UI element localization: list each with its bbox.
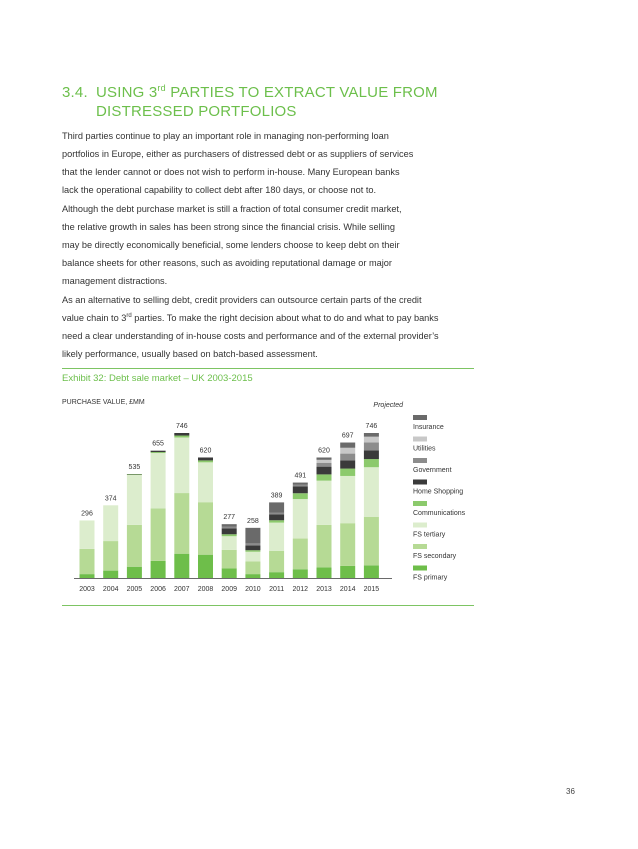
- bar-segment-communications-2014: [340, 469, 355, 476]
- x-tick-2011: 2011: [269, 586, 285, 593]
- total-label-2005: 535: [128, 464, 141, 472]
- bar-segment-utilities-2013: [317, 460, 332, 463]
- bar-segment-home-shopping-2010: [245, 545, 260, 550]
- bar-segment-insurance-2011: [269, 502, 284, 512]
- total-label-2012: 491: [294, 472, 307, 480]
- bar-segment-fs-primary-2012: [293, 569, 308, 578]
- legend-swatch-communications: [413, 501, 427, 506]
- y-axis-label: PURCHASE VALUE, £MM: [62, 399, 145, 406]
- paragraph-2: Although the debt purchase market is still a fraction of total consumer credit market, the relative growth in sales has been strong since the financial crisis. While selling may be directly economically beneficial, some lenders choose to keep debt on their balance sheets for other reasons, such as avoiding reputational damage or major management distractions.: [62, 204, 402, 286]
- legend-label-fs-secondary: FS secondary: [413, 553, 457, 560]
- bar-segment-fs-primary-2005: [127, 567, 142, 578]
- bar-group: [80, 433, 379, 578]
- bar-segment-communications-2012: [293, 493, 308, 499]
- x-tick-labels: [79, 586, 379, 593]
- bar-segment-communications-2013: [317, 474, 332, 480]
- bar-segment-home-shopping-2014: [340, 460, 355, 468]
- projected-annotation: Projected: [373, 402, 403, 409]
- total-label-2015: 746: [365, 423, 378, 430]
- bar-segment-fs-tertiary-2007: [174, 437, 189, 493]
- bar-segment-utilities-2015: [364, 437, 379, 443]
- bar-segment-fs-primary-2011: [269, 572, 284, 578]
- bar-segment-fs-secondary-2014: [340, 523, 355, 566]
- bar-segment-fs-primary-2003: [80, 574, 95, 578]
- exhibit-top-rule: [62, 368, 474, 369]
- x-tick-2009: 2009: [221, 586, 237, 593]
- legend-swatch-fs-primary: [413, 566, 427, 571]
- total-label-2011: 389: [270, 492, 283, 500]
- bar-segment-communications-2008: [198, 460, 213, 462]
- legend-label-utilities: Utilities: [413, 445, 436, 453]
- bar-segment-fs-primary-2014: [340, 566, 355, 578]
- bar-segment-fs-secondary-2013: [317, 525, 332, 567]
- bar-segment-fs-tertiary-2010: [245, 552, 260, 562]
- x-tick-2006: 2006: [150, 586, 166, 593]
- bar-segment-fs-primary-2006: [151, 561, 166, 578]
- legend-swatch-government: [413, 458, 427, 463]
- bar-segment-fs-tertiary-2003: [80, 520, 95, 548]
- bar-segment-home-shopping-2009: [222, 528, 237, 534]
- paragraph-3-line-2: value chain to 3rd parties. To make the right decision about what to do and what to pay banks: [62, 313, 439, 323]
- bar-segment-insurance-2015: [364, 433, 379, 437]
- bar-segment-communications-2010: [245, 550, 260, 552]
- bar-segment-fs-primary-2004: [103, 571, 118, 578]
- bar-segment-home-shopping-2012: [293, 486, 308, 493]
- bar-segment-fs-secondary-2008: [198, 502, 213, 554]
- bar-segment-government-2015: [364, 443, 379, 451]
- bar-segment-fs-tertiary-2005: [127, 475, 142, 525]
- bar-segment-fs-secondary-2010: [245, 561, 260, 574]
- x-tick-2013: 2013: [316, 586, 332, 593]
- total-label-2009: 277: [223, 514, 236, 522]
- x-tick-2005: 2005: [126, 586, 143, 593]
- bar-segment-fs-tertiary-2006: [151, 453, 166, 508]
- bar-segment-communications-2009: [222, 534, 237, 536]
- bar-segment-insurance-2014: [340, 443, 355, 448]
- x-tick-2015: 2015: [363, 586, 380, 593]
- total-label-2013: 620: [318, 447, 330, 455]
- bar-segment-communications-2006: [151, 452, 166, 453]
- bar-segment-government-2010: [245, 543, 260, 545]
- bar-segment-government-2012: [293, 485, 308, 487]
- section-number: 3.4.: [62, 84, 88, 101]
- bar-segment-fs-primary-2008: [198, 555, 213, 578]
- bar-segment-home-shopping-2013: [317, 467, 332, 475]
- bar-segment-fs-secondary-2012: [293, 539, 308, 570]
- legend-swatch-fs-tertiary: [413, 523, 427, 528]
- bar-segment-fs-secondary-2015: [364, 517, 379, 566]
- bar-segment-fs-tertiary-2015: [364, 467, 379, 517]
- bar-segment-government-2014: [340, 454, 355, 461]
- page-number: 36: [566, 787, 575, 796]
- bar-segment-fs-secondary-2005: [127, 525, 142, 567]
- bar-segment-insurance-2010: [245, 528, 260, 544]
- bar-segment-fs-primary-2010: [245, 574, 260, 578]
- bar-segment-fs-tertiary-2012: [293, 499, 308, 538]
- bar-segment-communications-2015: [364, 459, 379, 467]
- bar-segment-home-shopping-2008: [198, 457, 213, 460]
- x-tick-2010: 2010: [245, 586, 261, 593]
- bar-segment-communications-2005: [127, 474, 142, 475]
- paragraph-3: As an alternative to selling debt, credit providers can outsource certain parts of the credit value chain to 3rd parties. To make the right decision about what to do and what to pay banks need a clear understanding of in-house costs and performance and of the external provider’s likely performance, usually based on batch-based assessment.: [62, 291, 482, 363]
- total-label-2006: 655: [152, 440, 164, 448]
- bar-segment-fs-secondary-2009: [222, 550, 237, 568]
- bar-segment-home-shopping-2007: [174, 433, 189, 436]
- bar-segment-fs-tertiary-2011: [269, 523, 284, 551]
- bar-segment-fs-secondary-2011: [269, 551, 284, 572]
- debt-sale-bar-chart: [0, 390, 638, 620]
- bar-segment-home-shopping-2011: [269, 514, 284, 520]
- legend-label-communications: Communications: [413, 510, 466, 517]
- bar-segment-communications-2011: [269, 520, 284, 522]
- bar-segment-fs-tertiary-2013: [317, 481, 332, 525]
- x-tick-2007: 2007: [174, 586, 190, 593]
- bar-segment-fs-secondary-2007: [174, 493, 189, 554]
- bar-segment-government-2009: [222, 526, 237, 528]
- bar-segment-fs-primary-2013: [317, 567, 332, 578]
- total-label-2010: 258: [247, 517, 259, 525]
- x-tick-2012: 2012: [292, 586, 309, 593]
- legend-label-home-shopping: Home Shopping: [413, 488, 464, 496]
- exhibit-bottom-rule: [62, 605, 474, 606]
- legend-label-fs-primary: FS primary: [413, 574, 448, 582]
- legend-label-fs-tertiary: FS tertiary: [413, 531, 446, 539]
- bar-segment-fs-secondary-2003: [80, 549, 95, 574]
- legend-swatch-home-shopping: [413, 480, 427, 485]
- bar-segment-home-shopping-2015: [364, 450, 379, 459]
- total-labels: [81, 423, 377, 525]
- bar-segment-fs-tertiary-2009: [222, 536, 237, 550]
- bar-segment-fs-secondary-2004: [103, 541, 118, 571]
- bar-segment-insurance-2009: [222, 524, 237, 526]
- total-label-2014: 697: [341, 432, 354, 440]
- exhibit-title: Exhibit 32: Debt sale market – UK 2003-2015: [62, 373, 253, 384]
- bar-segment-government-2013: [317, 463, 332, 467]
- bar-segment-insurance-2013: [317, 457, 332, 459]
- x-tick-2008: 2008: [197, 586, 214, 593]
- x-tick-2004: 2004: [102, 586, 119, 593]
- legend-swatch-fs-secondary: [413, 544, 427, 549]
- legend-label-insurance: Insurance: [413, 424, 444, 431]
- legend-label-government: Government: [413, 467, 452, 474]
- section-title-line2: DISTRESSED PORTFOLIOS: [96, 103, 297, 120]
- total-label-2003: 296: [81, 510, 93, 518]
- bar-segment-fs-primary-2007: [174, 554, 189, 578]
- bar-segment-fs-primary-2009: [222, 568, 237, 578]
- bar-segment-fs-primary-2015: [364, 565, 379, 578]
- bar-segment-home-shopping-2006: [151, 451, 166, 452]
- x-tick-2003: 2003: [79, 586, 95, 593]
- legend-swatch-insurance: [413, 415, 427, 420]
- section-title-line1: USING 3rd PARTIES TO EXTRACT VALUE FROM: [96, 83, 438, 101]
- bar-segment-fs-tertiary-2008: [198, 462, 213, 502]
- total-label-2004: 374: [104, 495, 117, 503]
- bar-segment-fs-tertiary-2004: [103, 505, 118, 541]
- bar-segment-insurance-2012: [293, 483, 308, 485]
- bar-segment-fs-tertiary-2014: [340, 476, 355, 523]
- total-label-2007: 746: [175, 423, 188, 430]
- bar-segment-utilities-2014: [340, 448, 355, 454]
- paragraph-1: Third parties continue to play an important role in managing non-performing loan portfolios in Europe, either as purchasers of distressed debt or as suppliers of services that the lender cannot or does not wish to perform in-house. Many European banks lack the operational capability to collect debt after 180 days, or choose not to.: [62, 131, 414, 195]
- bar-segment-fs-secondary-2006: [151, 508, 166, 560]
- legend: [413, 415, 466, 582]
- legend-swatch-utilities: [413, 437, 427, 442]
- bar-segment-communications-2007: [174, 436, 189, 438]
- x-tick-2014: 2014: [339, 586, 356, 593]
- total-label-2008: 620: [199, 447, 212, 455]
- bar-segment-government-2011: [269, 513, 284, 515]
